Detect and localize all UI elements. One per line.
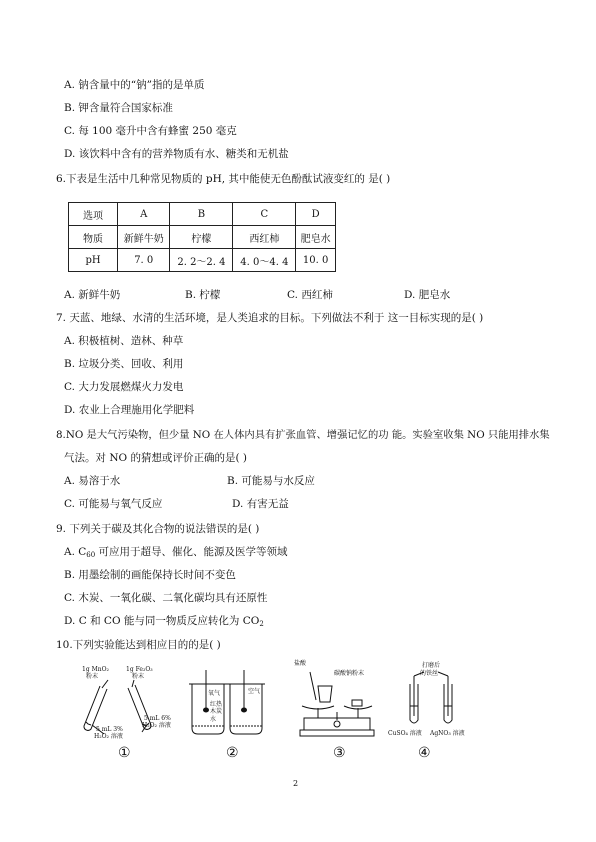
fig1-solution-left: 5 mL 3% (96, 726, 123, 733)
q9-option-d: D. C 和 CO 能与同一物质反应转化为 $CO_2$ (64, 615, 264, 628)
table-row (69, 203, 336, 226)
fig3-label-powder: 碳酸钠粉末 (334, 670, 365, 677)
fig2-label-iron: 红热 (210, 701, 223, 708)
q6-option-d: D. 肥皂水 (404, 289, 451, 301)
fig1-solution-right-name: H₂O₂ 溶液 (142, 722, 171, 729)
q8-stem-line1: 8.NO 是大气污染物，但少量 NO 在人体内具有扩张血管、增强记忆的功 能。实验室收集 NO 只能用排水集 (56, 429, 550, 441)
table-cell: D (296, 203, 336, 226)
q8-option-a: A. 易溶于水 (64, 475, 121, 487)
fig1-label-fe2o3: 1g Fe₂O₃ (126, 666, 153, 673)
fig2-label-charcoal: 木炭 (210, 708, 223, 715)
q6-stem: 6.下表是生活中几种常见物质的 pH, 其中能使无色酚酞试液变红的 是( ) (56, 173, 391, 185)
table-cell: pH (69, 249, 118, 272)
figure-2-number: ② (226, 745, 239, 761)
q5-option-d: D. 该饮料中含有的营养物质有水、糖类和无机盐 (64, 148, 289, 160)
fig1-label-mno2-powder: 粉末 (86, 673, 99, 680)
table-cell: 西红柿 (233, 226, 296, 249)
ph-table (68, 202, 336, 272)
q7-option-d: D. 农业上合理施用化学肥料 (64, 404, 195, 416)
q9-option-b: B. 用墨绘制的画能保持长时间不变色 (64, 569, 236, 581)
fig1-solution-right: 5 mL 6% (144, 715, 171, 722)
figure-2-jars (186, 668, 266, 740)
fig4-label-iron-wire: 的铁丝 (420, 670, 439, 677)
q10-stem: 10.下列实验能达到相应目的的是( ) (56, 639, 221, 651)
q5-option-a: A. 钠含量中的“钠”指的是单质 (64, 79, 205, 91)
page-number: 2 (293, 779, 299, 788)
fig2-label-air: 空气 (248, 688, 261, 695)
q9-option-a: A. $C_{60}$ 可应用于超导、催化、能源及医学等领域 (64, 546, 288, 559)
fig4-label-agno3: AgNO₃ 溶液 (430, 730, 465, 737)
q6-option-b: B. 柠檬 (185, 289, 221, 301)
table-cell: A (118, 203, 170, 226)
table-cell: 肥皂水 (296, 226, 336, 249)
fig4-label-polished: 打磨后 (422, 662, 441, 669)
table-cell: 2. 2～2. 4 (170, 249, 233, 272)
figure-3-balance (292, 660, 382, 742)
q9-stem: 9. 下列关于碳及其化合物的说法错误的是( ) (56, 523, 260, 535)
table-cell: 7. 0 (118, 249, 170, 272)
table-cell: 4. 0～4. 4 (233, 249, 296, 272)
q7-option-c: C. 大力发展燃煤火力发电 (64, 381, 184, 393)
q5-option-c: C. 每 100 毫升中含有蜂蜜 250 毫克 (64, 125, 237, 137)
gas-jars-icon (186, 668, 266, 740)
table-cell: 新鲜牛奶 (118, 226, 170, 249)
q7-option-b: B. 垃圾分类、回收、利用 (64, 358, 184, 370)
q7-stem: 7. 天蓝、地绿、水清的生活环境，是人类追求的目标。下列做法不利于 这一目标实现的是( ) (56, 312, 484, 324)
q8-stem-line2: 气法。对 NO 的猜想或评价正确的是( ) (64, 452, 248, 464)
figure-1-number: ① (118, 745, 131, 761)
q7-option-a: A. 积极植树、造林、种草 (64, 335, 184, 347)
fig4-label-cuso4: CuSO₄ 溶液 (388, 730, 422, 737)
table-cell: 物质 (69, 226, 118, 249)
figure-4-number: ④ (418, 745, 431, 761)
fig3-label-acid: 盐酸 (294, 660, 307, 667)
q8-option-b: B. 可能易与水反应 (227, 475, 315, 487)
figure-3-number: ③ (333, 745, 346, 761)
q6-option-c: C. 西红柿 (287, 289, 333, 301)
table-cell: C (233, 203, 296, 226)
q8-option-c: C. 可能易与氧气反应 (64, 498, 163, 510)
figure-1-test-tubes (78, 666, 170, 746)
q6-option-a: A. 新鲜牛奶 (64, 289, 121, 301)
fig1-solution-left-name: H₂O₂ 溶液 (94, 733, 123, 740)
table-cell: B (170, 203, 233, 226)
table-row (69, 249, 336, 272)
table-cell: 柠檬 (170, 226, 233, 249)
fig2-label-water: 水 (210, 716, 217, 723)
q8-option-d: D. 有害无益 (232, 498, 289, 510)
table-cell: 10. 0 (296, 249, 336, 272)
fig1-label-mno2: 1g MnO₂ (82, 666, 109, 673)
fig1-label-fe2o3-powder: 粉末 (132, 673, 145, 680)
table-cell: 选项 (69, 203, 118, 226)
q5-option-b: B. 钾含量符合国家标准 (64, 102, 173, 114)
q9-option-c: C. 木炭、一氧化碳、二氧化碳均具有还原性 (64, 592, 268, 604)
figure-4-iron-wire (388, 662, 472, 742)
fig2-label-oxygen: 氧气 (208, 690, 221, 697)
table-row (69, 226, 336, 249)
